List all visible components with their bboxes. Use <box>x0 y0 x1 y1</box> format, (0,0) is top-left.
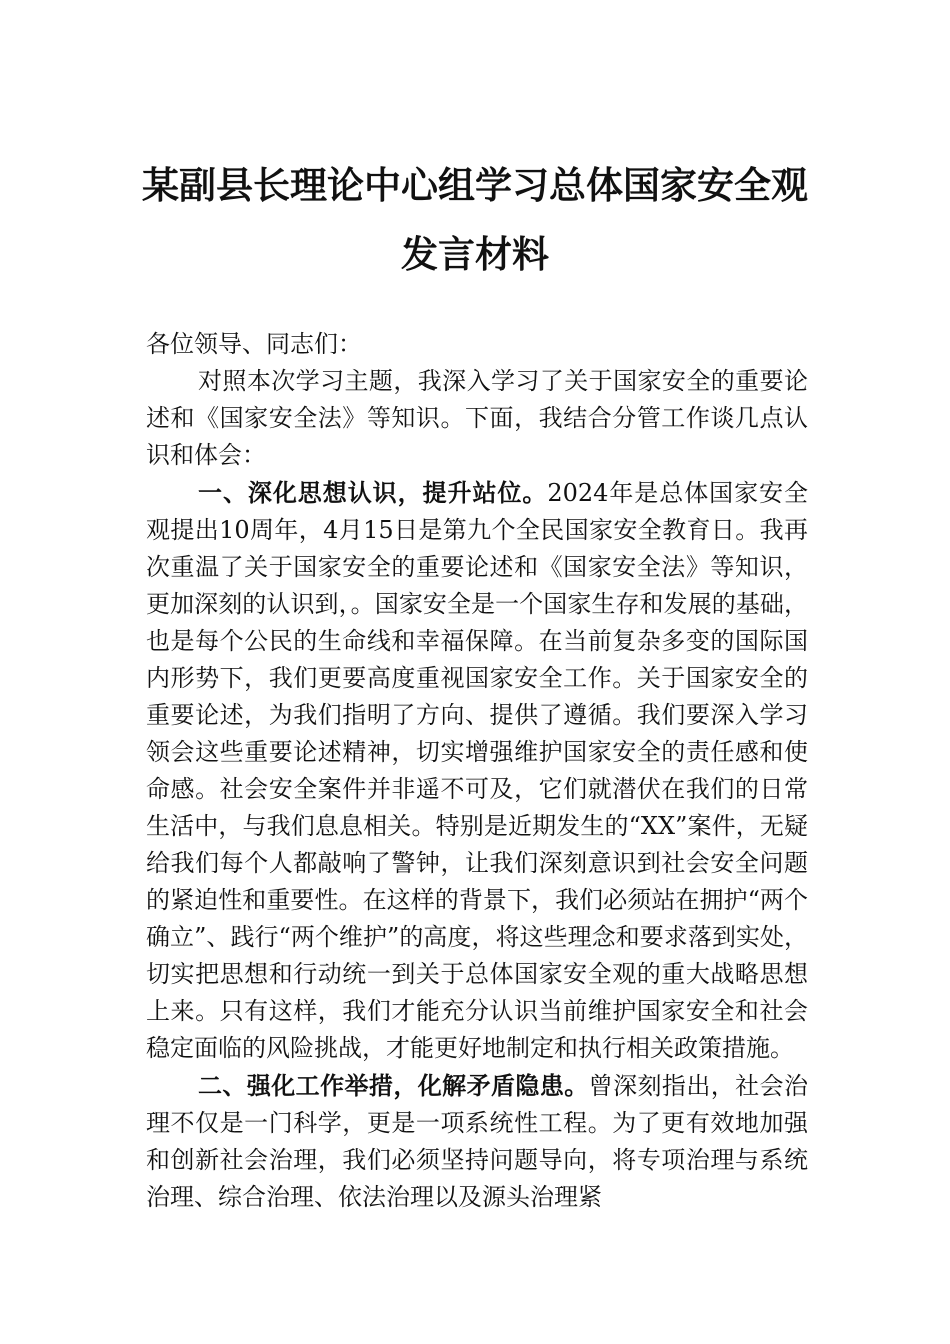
section-1-paragraph <box>146 474 808 1067</box>
section-1-text: 2024年是总体国家安全观提出10周年，4月15日是第九个全民国家安全教育日。我再次重温了关于国家安全的重要论述和《国家安全法》等知识，更加深刻的认识到，。国家安全是一个国家生存和发展的基础，也是每个公民的生命线和幸福保障。在当前复杂多变的国际国内形势下，我们更要高度重视国家安全工作。关于国家安全的重要论述，为我们指明了方向、提供了遵循。我们要深入学习领会这些重要论述精神，切实增强维护国家安全的责任感和使命感。社会安全案件并非遥不可及，它们就潜伏在我们的日常生活中，与我们息息相关。特别是近期发生的“XX”案件，无疑给我们每个人都敲响了警钟，让我们深刻意识到社会安全问题的紧迫性和重要性。在这样的背景下，我们必须站在拥护“两个确立”、践行“两个维护”的高度，将这些理念和要求落到实处，切实把思想和行动统一到关于总体国家安全观的重大战略思想上来。只有这样，我们才能充分认识当前维护国家安全和社会稳定面临的风险挑战，才能更好地制定和执行相关政策措施。 <box>146 479 809 1062</box>
section-2-paragraph <box>146 1067 808 1216</box>
section-2-heading: 二、强化工作举措，化解矛盾隐患。 <box>198 1071 589 1100</box>
section-2-text: 曾深刻指出，社会治理不仅是一门科学，更是一项系统性工程。为了更有效地加强和创新社会治理，我们必须坚持问题导向，将专项治理与系统治理、综合治理、依法治理以及源头治理紧 <box>146 1072 809 1211</box>
document-title-line-2: 发言材料 <box>401 232 549 276</box>
document-title-line-1: 某副县长理论中心组学习总体国家安全观 <box>142 163 808 207</box>
salutation: 各位领导、同志们： <box>146 330 362 358</box>
section-1-heading: 一、深化思想认识，提升站位。 <box>198 478 548 507</box>
document-body <box>146 326 808 1216</box>
intro-paragraph: 对照本次学习主题，我深入学习了关于国家安全的重要论述和《国家安全法》等知识。下面，我结合分管工作谈几点认识和体会： <box>146 367 808 469</box>
